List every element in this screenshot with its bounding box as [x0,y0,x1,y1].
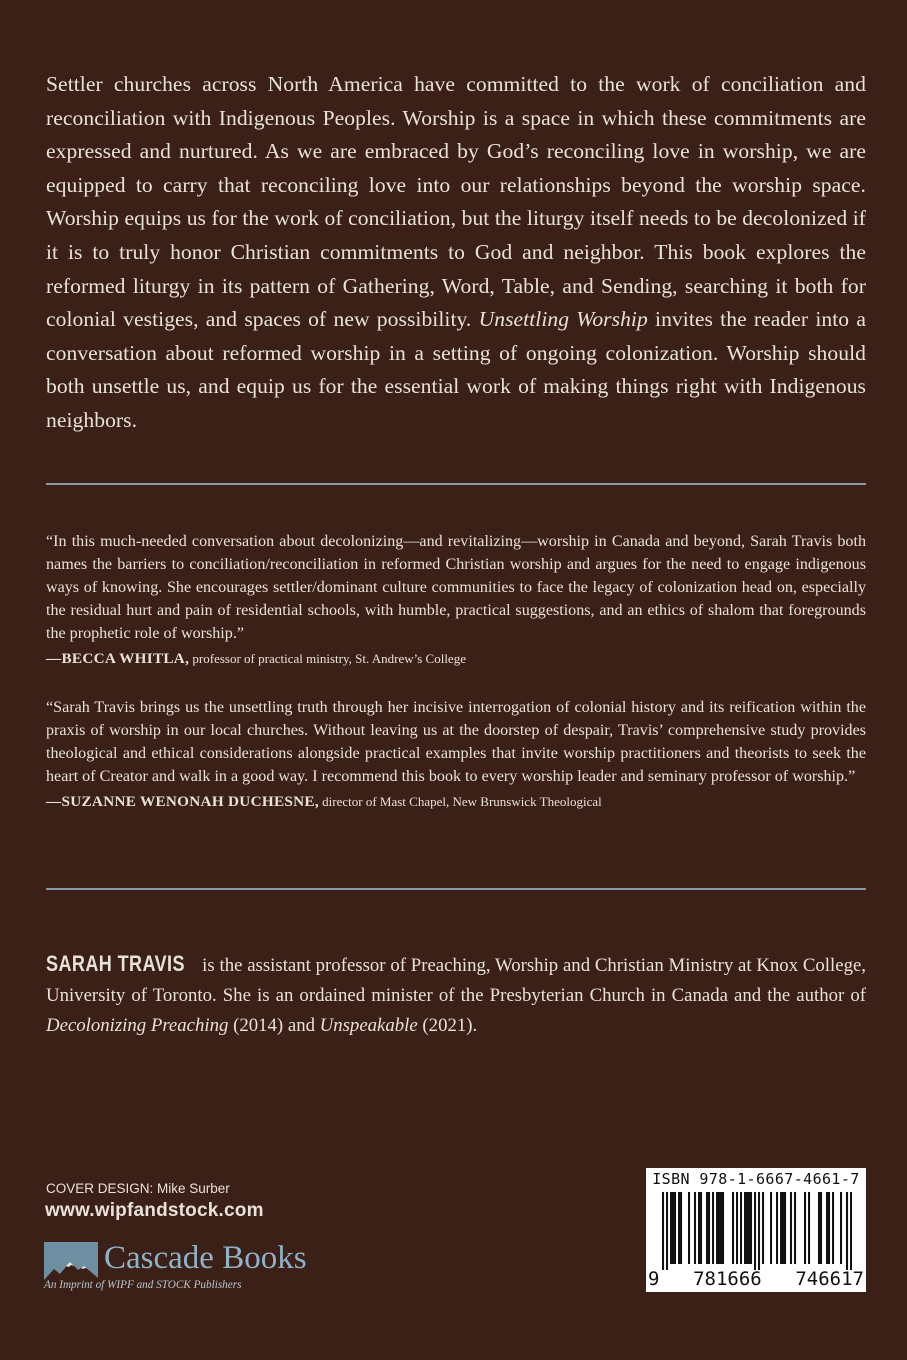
barcode-bar [672,1192,674,1264]
barcode-bar [828,1192,830,1264]
barcode-bar [740,1192,742,1264]
barcode-bar [688,1192,690,1264]
bio-text-2: (2014) and [228,1015,320,1036]
barcode-bar [850,1192,852,1270]
barcode-digit-first: 9 [648,1268,660,1290]
barcode-bar [794,1192,796,1264]
barcode-bar [722,1192,724,1264]
barcode-bar [732,1192,734,1264]
barcode-bar [718,1192,720,1264]
endorser-role: professor of practical ministry, St. Andrew’s College [189,651,466,666]
barcode-bar [820,1192,822,1264]
description-text-2: invites the reader into a conversation about reformed worship in a setting of ongoing colonization. Worship should both unsettle us, and equip us for the essential work of making things right with Indigenous neighbors. [46,307,866,432]
barcode-bar [780,1192,782,1264]
bio-book-2: Unspeakable [319,1015,418,1036]
barcode-bar [770,1192,772,1264]
endorser-name: —SUZANNE WENONAH DUCHESNE, [46,793,319,810]
barcode-bar [706,1192,708,1264]
barcode-bar [700,1192,702,1264]
barcode-bar [662,1192,664,1270]
barcode-bar [720,1192,722,1264]
bio-book-1: Decolonizing Preaching [46,1015,229,1036]
barcode-bar [746,1192,748,1264]
barcode-bar [678,1192,680,1264]
barcode-digits [648,1268,864,1290]
publisher-tagline: An Imprint of WIPF and STOCK Publishers [44,1279,242,1291]
description-text-1: Settler churches across North America have committed to the work of conciliation and reconciliation with Indigenous Peoples. Worship is a space in which these commitments are expressed and nurtured. As we are embraced by God’s reconciling love in worship, we are equipped to carry that reconciling love into our relationships beyond the worship space. Worship equips us for the work of conciliation, but the liturgy itself needs to be decolonized if it is to truly honor Christian commitments to God and neighbor. This book explores the reformed liturgy in its pattern of Gathering, Word, Table, and Sending, searching it both for colonial vestiges, and spaces of new possibility. [46,72,866,332]
endorsement-attribution [46,647,866,670]
divider-bottom [46,888,866,890]
barcode-bar [762,1192,764,1264]
barcode-bar [754,1192,756,1270]
endorser-name: —BECCA WHITLA, [46,650,190,667]
endorsement-1 [46,530,866,670]
barcode-bar [826,1192,828,1264]
publisher-logo [44,1240,364,1296]
endorsement-2 [46,696,866,813]
barcode-bar [790,1192,792,1264]
author-bio [46,949,866,1041]
publisher-website: www.wipfandstock.com [45,1200,264,1221]
barcode-bar [666,1192,668,1270]
barcode-bar [736,1192,738,1264]
barcode-bar [832,1192,834,1264]
isbn-barcode [646,1168,866,1292]
bio-text-3: (2021). [417,1015,478,1036]
endorsement-quote: “Sarah Travis brings us the unsettling truth through her incisive interrogation of colonial history and its reification within the praxis of worship in our local churches. Without leaving us at the doorstep of despair, Travis’ comprehensive study provides theological and ethical considerations alongside practical examples that invite worship practitioners and theorists to seek the heart of Creator and walk in a good way. I recommend this book to every worship leader and seminary professor of worship.” [46,699,866,785]
barcode-bar [670,1192,672,1264]
endorsement-attribution [46,790,866,813]
barcode-bar [698,1192,700,1264]
barcode-bar [840,1192,842,1264]
barcode-bar [758,1192,760,1270]
barcode-bar [716,1192,718,1264]
isbn-label: ISBN 978-1-6667-4661-7 [652,1170,860,1188]
barcode-bar [804,1192,806,1264]
barcode-digits-group-1: 781666 [693,1268,762,1290]
barcode-digits-group-2: 746617 [795,1268,864,1290]
cover-design-credit: COVER DESIGN: Mike Surber [46,1181,230,1196]
barcode-bar [818,1192,820,1264]
barcode-bar [782,1192,784,1264]
endorser-role: director of Mast Chapel, New Brunswick Theological [318,794,602,809]
barcode-bar [708,1192,710,1264]
barcode-bar [784,1192,786,1264]
divider-top [46,483,866,485]
barcode-bar [750,1192,752,1264]
barcode-bar [712,1192,714,1264]
barcode-bar [776,1192,778,1264]
barcode-bar [694,1192,696,1264]
barcode-bar [748,1192,750,1264]
book-description [46,68,866,438]
barcode-bar [846,1192,848,1270]
barcode-icon [662,1192,852,1270]
barcode-bar [680,1192,682,1264]
bio-text-1: is the assistant professor of Preaching, Worship and Christian Ministry at Knox College, University of Toronto. She is an ordained minister of the Presbyterian Church in Canada and the author of [46,955,866,1006]
barcode-bar [744,1192,746,1264]
endorsement-quote: “In this much-needed conversation about decolonizing—and revitalizing—worship in Canada and beyond, Sarah Travis both names the barriers to conciliation/reconciliation in reformed Christian worship and argues for the need to engage indigenous ways of knowing. She encourages settler/dominant culture communities to face the legacy of colonization head on, especially the residual hurt and pain of residential schools, with humble, practical suggestions, and an ethics of shalom that foregrounds the prophetic role of worship.” [46,533,866,642]
barcode-bar [808,1192,810,1264]
author-name: SARAH TRAVIS [46,951,185,976]
publisher-name: Cascade Books [104,1240,307,1276]
barcode-bar [674,1192,676,1264]
description-title: Unsettling Worship [478,307,648,332]
